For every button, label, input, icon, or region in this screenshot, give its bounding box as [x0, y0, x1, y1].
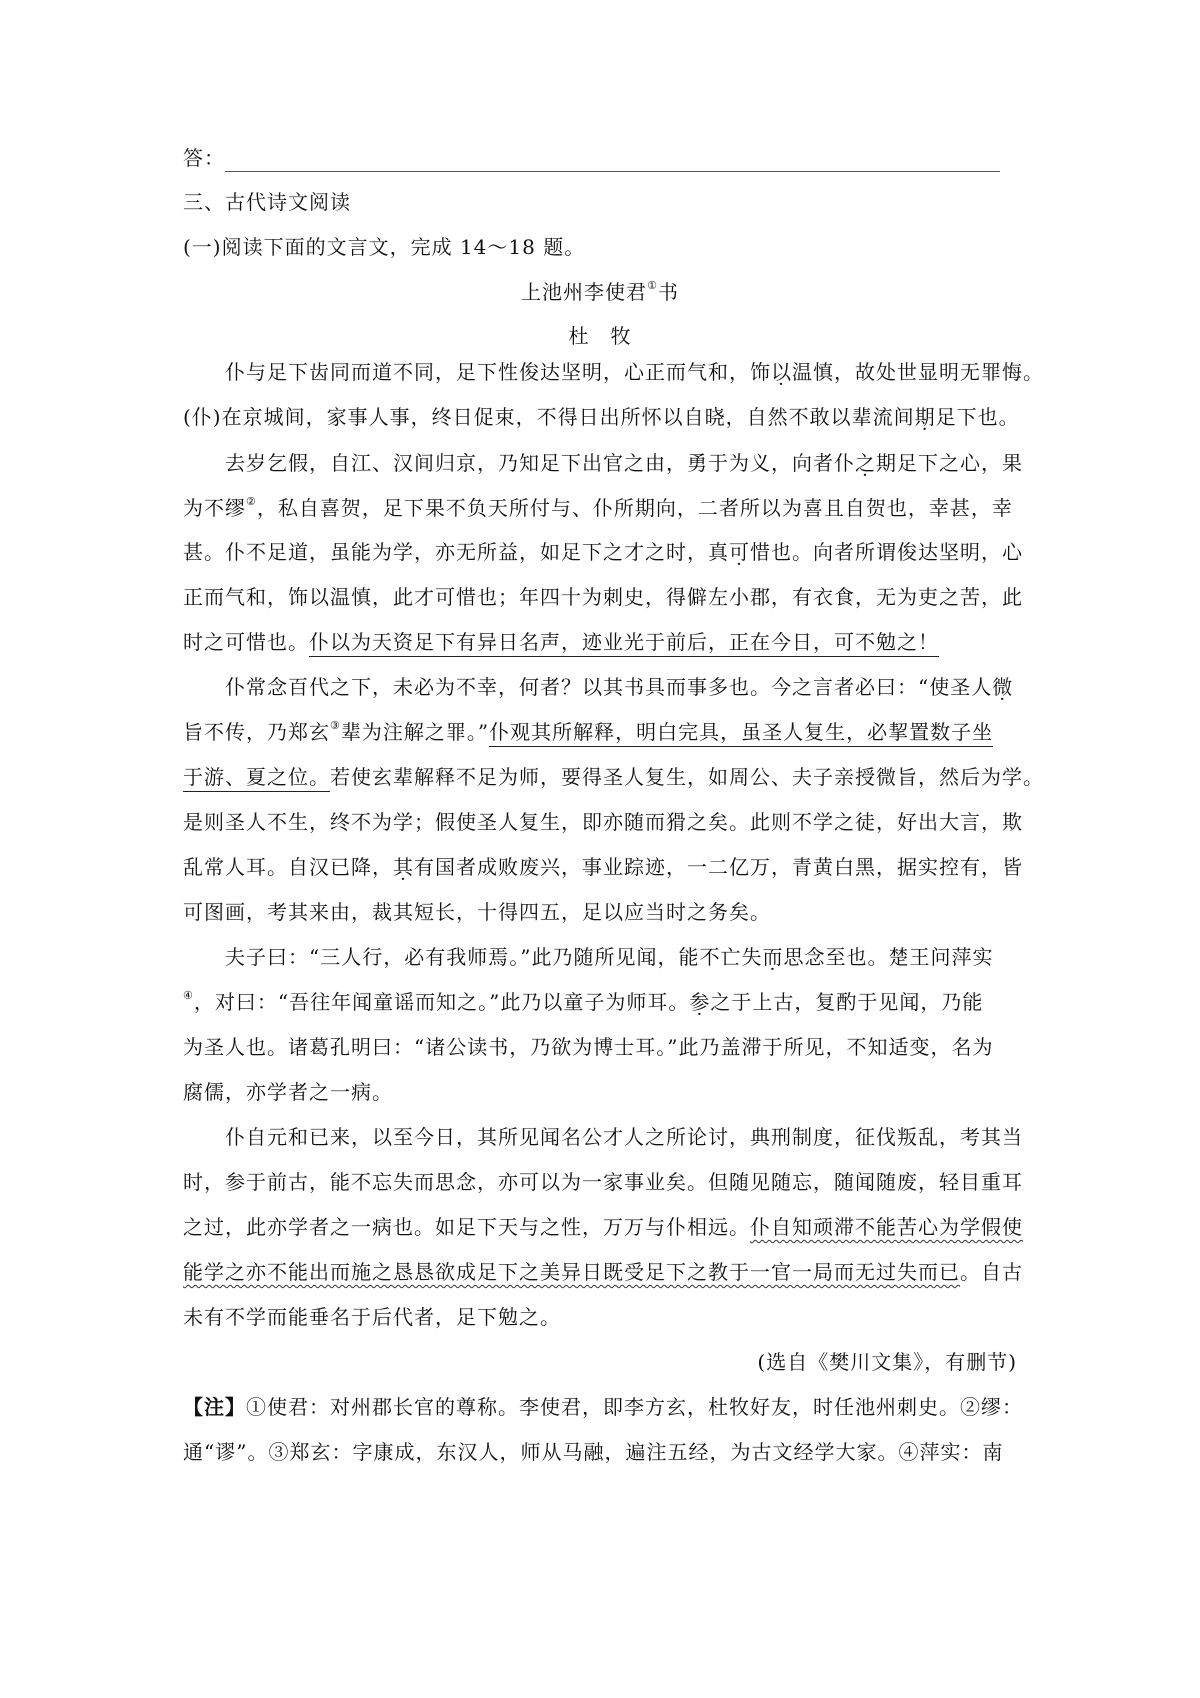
answer-label: 答： [183, 146, 225, 170]
notes-line-2: 通“谬”。③郑玄：字康成，东汉人，师从马融，遍注五经，为古文经学大家。④萍实：南 [183, 1440, 1004, 1464]
passage-line: 仆自元和已来，以至今日，其所见闻名公才人之所论讨，典刑制度，征伐叛乱，考其当 [225, 1125, 1023, 1149]
dotted-char: 参 [689, 990, 711, 1014]
passage-line: ④，对曰：“吾往年闻童谣而知之。”此乃以童子为师耳。参之于上古，复酌于见闻，乃能 [183, 989, 984, 1014]
passage-line: 夫子曰：“三人行，必有我师焉。”此乃随所见闻，能不亡失而思念至也。楚王问萍实 [225, 945, 994, 969]
passage-line: 甚。仆不足道，虽能为学，亦无所益，如足下之才之时，真可惜也。向者所谓俊达坚明，心 [183, 540, 1023, 564]
passage-line: 未有不学而能垂名于后代者，足下勉之。 [183, 1305, 561, 1329]
passage-line: 腐儒，亦学者之一病。 [183, 1080, 393, 1104]
passage-line: 仆常念百代之下，未必为不幸，何者？以其书具而事多也。今之言者必曰：“使圣人微 [225, 675, 1014, 699]
essay-author: 杜 牧 [568, 324, 632, 348]
footnote-marker: ④ [183, 989, 194, 1002]
wavy-underlined-sentence: 仆自知顽滞不能苦心为学假使 [750, 1215, 1023, 1239]
passage-line: 可图画，考其来由，裁其短长，十得四五，足以应当时之务矣。 [183, 900, 771, 924]
dotted-char: 之 [855, 451, 876, 475]
underlined-sentence: 于游、夏之位。 [183, 765, 330, 792]
footnote-marker: ③ [330, 719, 341, 732]
essay-title [0, 277, 1200, 307]
answer-blank[interactable] [225, 171, 1000, 172]
passage-line: 是则圣人不生，终不为学；假使圣人复生，即亦随而猾之矣。此则不学之徒，好出大言，欺 [183, 810, 1023, 834]
underlined-sentence: 仆以为天资足下有异日名声，迹业光于前后，正在今日，可不勉之！ [309, 630, 939, 657]
dotted-char: 而 [762, 945, 784, 969]
passage-line: 为不缪②，私自喜贺，足下果不负天所付与、仆所期向，二者所以为喜且自贺也，幸甚，幸 [183, 495, 1013, 520]
passage-line: 仆与足下齿同而道不同，足下性俊达坚明，心正而气和，饰以温慎，故处世显明无罪悔。 [225, 360, 1044, 384]
dotted-char: 可 [729, 540, 750, 564]
passage-line: 旨不传，乃郑玄③辈为注解之罪。”仆观其所解释，明白完具，虽圣人复生，必挈置数子坐 [183, 717, 993, 747]
passage-line: 时之可惜也。仆以为天资足下有异日名声，迹业光于前后，正在今日，可不勉之！ [183, 627, 939, 657]
passage-line: (仆)在京城间，家事人事，终日促束，不得日出所怀以自晓，自然不敢以辈流间期足下也。 [183, 405, 1020, 429]
underlined-sentence: 仆观其所解释，明白完具，虽圣人复生，必挈置数子坐 [489, 720, 993, 747]
source-citation: (选自《樊川文集》，有删节) [757, 1350, 1017, 1374]
footnote-marker: ② [246, 495, 257, 508]
essay-title-suffix: 书 [657, 280, 679, 304]
dotted-char: 微 [992, 675, 1014, 699]
passage-line: 之过，此亦学者之一病也。如足下天与之性，万万与仆相远。仆自知顽滞不能苦心为学假使 [183, 1215, 1023, 1239]
dotted-char: 以 [771, 360, 792, 384]
passage-line: 乱常人耳。自汉已降，其有国者成败废兴，事业踪迹，一二亿万，青黄白黑，据实控有，皆 [183, 855, 1023, 879]
passage-line: 于游、夏之位。若使玄辈解释不足为师，要得圣人复生，如周公、夫子亲授微旨，然后为学。 [183, 762, 1044, 792]
wavy-underlined-sentence: 能学之亦不能出而施之恳恳欲成足下之美异日既受足下之教于一官一局而无过失而已 [183, 1260, 960, 1284]
passage-line: 能学之亦不能出而施之恳恳欲成足下之美异日既受足下之教于一官一局而无过失而已。自古 [183, 1260, 1023, 1284]
title-footnote-marker: ① [647, 279, 658, 292]
dotted-char: 其 [393, 855, 414, 879]
section-title: 三、古代诗文阅读 [183, 190, 351, 214]
essay-title-text: 上池州李使君 [521, 280, 648, 304]
subsection-instruction: (一)阅读下面的文言文，完成 14～18 题。 [183, 235, 586, 259]
notes-line-1: 【注】①使君：对州郡长官的尊称。李使君，即李方玄，杜牧好友，时任池州刺史。②缪： [183, 1395, 1023, 1419]
passage-line: 正而气和，饰以温慎，此才可惜也；年四十为刺史，得僻左小郡，有衣食，无为吏之苦，此 [183, 585, 1023, 609]
notes-tag: 【注】 [183, 1395, 246, 1419]
passage-line: 为圣人也。诸葛孔明曰：“诸公读书，乃欲为博士耳。”此乃盖滞于所见，不知适变，名为 [183, 1035, 994, 1059]
passage-line: 时，参于前古，能不忘失而思念，亦可以为一家事业矣。但随见随忘，随闻随废，轻目重耳 [183, 1170, 1023, 1194]
answer-line [183, 143, 225, 173]
passage-line: 去岁乞假，自江、汉间归京，乃知足下出官之由，勇于为义，向者仆之期足下之心，果 [225, 451, 1023, 475]
dotted-char: 期 [914, 405, 936, 429]
